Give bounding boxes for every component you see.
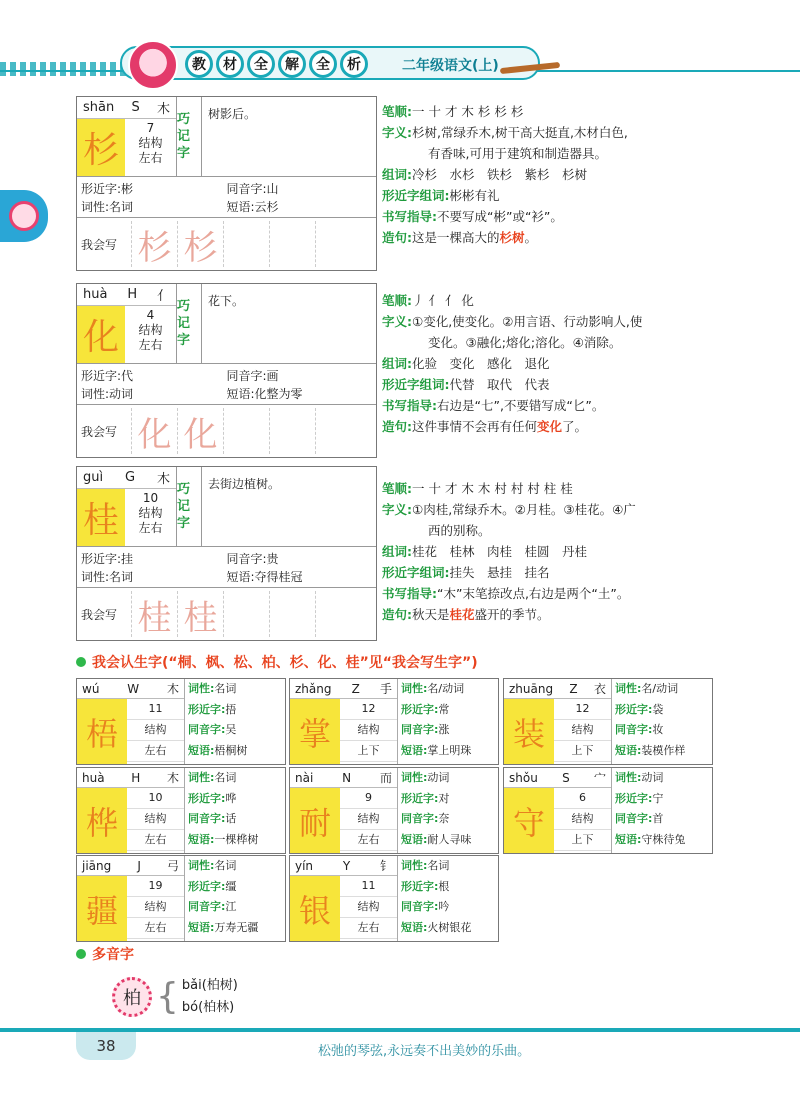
- structure-label: 结构: [340, 897, 397, 918]
- homophone: 同音字:山: [226, 181, 279, 196]
- section-recognize: [76, 652, 478, 672]
- structure-label: 结构: [138, 323, 163, 337]
- similar-row: 形近字:哗: [188, 791, 237, 805]
- big-char: 耐: [290, 788, 340, 853]
- practice-box[interactable]: [223, 408, 269, 454]
- practice-box[interactable]: [223, 591, 269, 637]
- structure: 上下: [340, 741, 397, 762]
- pos-row: 词性:名/动词: [615, 682, 679, 695]
- word-list: 组词:桂花 桂林 肉桂 桂圆 丹桂: [382, 544, 588, 559]
- big-char: 杉: [77, 119, 125, 176]
- big-char: 梧: [77, 699, 127, 764]
- page-header: [0, 40, 800, 95]
- example-sentence: 造句:秋天是桂花盛开的季节。: [382, 607, 550, 622]
- big-char: 疆: [77, 876, 127, 941]
- pinyin: huà: [83, 287, 108, 302]
- tip-text: 去街边植树。: [208, 477, 281, 491]
- tip-text: 树影后。: [208, 107, 257, 121]
- practice-row: [77, 218, 376, 270]
- title-char: 教: [185, 50, 213, 78]
- big-char: 桦: [77, 788, 127, 853]
- practice-box[interactable]: [269, 221, 315, 267]
- book-title: [185, 50, 368, 78]
- structure-label: 结构: [554, 720, 611, 741]
- structure: 左右: [127, 741, 184, 762]
- practice-char: 化: [131, 408, 177, 454]
- title-char: 全: [247, 50, 275, 78]
- similar-row: 形近字:袋: [615, 702, 664, 716]
- practice-char: 化: [177, 408, 223, 454]
- side-tab: [0, 190, 48, 242]
- grade-label: 二年级语文(上): [402, 58, 499, 74]
- radical: 木: [156, 472, 170, 487]
- pos-row: 词性:名词: [188, 682, 237, 695]
- big-char: 装: [504, 699, 554, 764]
- pinyin: jiāng: [82, 858, 112, 873]
- radical: 弓: [166, 859, 179, 873]
- char-card: [76, 466, 377, 641]
- radical: 亻: [156, 289, 170, 304]
- brace-icon: {: [156, 976, 179, 1017]
- small-char-card: [503, 678, 713, 765]
- writing-guide: 书写指导:不要写成“彬”或“衫”。: [382, 209, 563, 224]
- similar-row: 形近字:常: [401, 702, 450, 716]
- phrase-row: 短语:火树银花: [401, 920, 472, 934]
- bullet-icon: [76, 949, 86, 959]
- stroke-count: 6: [554, 788, 611, 809]
- stroke-count: 10: [142, 491, 159, 505]
- practice-char: 杉: [131, 221, 177, 267]
- structure-label: 结构: [127, 720, 184, 741]
- definition-block: [382, 101, 722, 248]
- structure: 左右: [127, 830, 184, 851]
- similar-row: 形近字:对: [401, 791, 450, 805]
- similar-row: 形近字:捂: [188, 702, 237, 716]
- initial: H: [127, 287, 138, 302]
- tip-text: 花下。: [208, 294, 245, 308]
- initial: Z: [569, 681, 578, 696]
- section-polyphone: [76, 944, 134, 964]
- structure: 左右: [127, 918, 184, 939]
- practice-box[interactable]: [223, 221, 269, 267]
- word-list: 组词:冷杉 水杉 铁杉 紫杉 杉树: [382, 167, 588, 182]
- structure-label: 结构: [127, 897, 184, 918]
- big-char: 银: [290, 876, 340, 941]
- part-of-speech: 词性:名词: [81, 569, 134, 584]
- definition-block: [382, 478, 722, 625]
- flower-badge: 柏: [112, 977, 152, 1017]
- bullet-icon: [76, 657, 86, 667]
- small-char-card: [503, 767, 713, 854]
- structure-label: 结构: [138, 506, 163, 520]
- structure: 左右: [340, 918, 397, 939]
- structure-label: 结构: [138, 136, 163, 150]
- meaning: 字义:①肉桂,常绿乔木。②月桂。③桂花。④广: [382, 502, 636, 517]
- practice-label: 我会写: [81, 607, 118, 622]
- initial: H: [131, 770, 141, 785]
- title-char: 材: [216, 50, 244, 78]
- practice-char: 杉: [177, 221, 223, 267]
- section-title: 多音字: [92, 947, 134, 963]
- meaning: 字义:杉树,常绿乔木,树干高大挺直,木材白色,: [382, 125, 628, 140]
- tip-label: 巧记字: [177, 467, 202, 546]
- page-number: 38: [76, 1032, 136, 1060]
- similar-char: 形近字:彬: [81, 181, 134, 196]
- practice-box[interactable]: [269, 591, 315, 637]
- similar-words: 形近字组词:挂失 悬挂 挂名: [382, 565, 550, 580]
- phrase-row: 短语:万寿无疆: [188, 920, 259, 934]
- footer-motto: 松弛的琴弦,永远奏不出美妙的乐曲。: [318, 1044, 531, 1059]
- pronunciation: bó(柏林): [181, 1000, 235, 1015]
- pinyin: nài: [295, 770, 314, 785]
- title-char: 解: [278, 50, 306, 78]
- pinyin: huà: [82, 770, 105, 785]
- homophone-row: 同音字:首: [615, 812, 664, 825]
- pos-row: 词性:名/动词: [401, 682, 465, 695]
- structure: 左右: [138, 338, 163, 352]
- pinyin: shǒu: [509, 770, 538, 785]
- radical: 木: [156, 102, 170, 117]
- stroke-count: 11: [340, 876, 397, 897]
- pinyin: guì: [83, 470, 104, 485]
- definition-block: [382, 290, 722, 437]
- phrase-row: 短语:一棵桦树: [188, 832, 259, 846]
- small-char-card: [289, 767, 499, 854]
- radical: 手: [379, 682, 392, 696]
- phrase-row: 短语:掌上明珠: [401, 743, 472, 757]
- practice-label: 我会写: [81, 424, 118, 439]
- homophone-row: 同音字:吴: [188, 723, 237, 736]
- phrase-row: 短语:梧桐树: [188, 743, 248, 757]
- big-char: 桂: [77, 489, 125, 546]
- small-char-card: [76, 767, 286, 854]
- similar-row: 形近字:根: [401, 879, 450, 893]
- pinyin-row: [77, 467, 176, 489]
- big-char: 掌: [290, 699, 340, 764]
- char-card: [76, 96, 377, 271]
- radical: 宀: [593, 771, 606, 785]
- radical: 而: [379, 771, 392, 785]
- structure-label: 结构: [127, 809, 184, 830]
- part-of-speech: 词性:名词: [81, 199, 134, 214]
- meaning-cont: 有香味,可用于建筑和制造器具。: [428, 146, 607, 161]
- structure: 左右: [138, 151, 163, 165]
- pos-row: 词性:名词: [188, 859, 237, 872]
- part-of-speech: 词性:动词: [81, 386, 134, 401]
- structure: 上下: [554, 741, 611, 762]
- stroke-count: 4: [146, 308, 155, 322]
- section-title: 我会认生字(“桐、枫、松、柏、杉、化、桂”见“我会写生字”): [92, 655, 478, 671]
- homophone: 同音字:贵: [226, 551, 279, 566]
- polyphone-item: [112, 975, 238, 1019]
- initial: G: [125, 470, 136, 485]
- homophone-row: 同音字:涨: [401, 723, 450, 736]
- structure-label: 结构: [554, 809, 611, 830]
- structure: 上下: [554, 830, 611, 851]
- practice-box[interactable]: [315, 221, 361, 267]
- example-sentence: 造句:这是一棵高大的杉树。: [382, 230, 538, 245]
- writing-guide: 书写指导:“木”末笔捺改点,右边是两个“土”。: [382, 586, 630, 601]
- homophone: 同音字:画: [226, 368, 279, 383]
- radical: 衣: [593, 682, 606, 696]
- phrase-row: 短语:装模作样: [615, 743, 686, 757]
- practice-label: 我会写: [81, 237, 118, 252]
- meaning-cont: 变化。③融化;熔化;溶化。④消除。: [428, 335, 622, 350]
- initial: S: [131, 100, 140, 115]
- homophone-row: 同音字:江: [188, 900, 237, 913]
- title-char: 全: [309, 50, 337, 78]
- practice-row: [77, 405, 376, 457]
- initial: J: [137, 858, 141, 873]
- homophone-row: 同音字:吟: [401, 900, 450, 913]
- stroke-count: 12: [554, 699, 611, 720]
- similar-words: 形近字组词:代替 取代 代表: [382, 377, 550, 392]
- char-card: [76, 283, 377, 458]
- phrase: 短语:云杉: [226, 199, 279, 214]
- homophone-row: 同音字:奈: [401, 812, 450, 825]
- small-char-card: [289, 678, 499, 765]
- similar-char: 形近字:挂: [81, 551, 134, 566]
- stroke-count: 10: [127, 788, 184, 809]
- small-char-card: [76, 678, 286, 765]
- stroke-count: 9: [340, 788, 397, 809]
- phrase: 短语:化整为零: [226, 386, 303, 401]
- radical: 木: [166, 682, 179, 696]
- structure-label: 结构: [340, 809, 397, 830]
- pinyin: wú: [82, 681, 100, 696]
- practice-char: 桂: [131, 591, 177, 637]
- tip-label: 巧记字: [177, 97, 202, 176]
- radical: 钅: [379, 859, 392, 873]
- similar-row: 形近字:缰: [188, 879, 237, 893]
- initial: N: [342, 770, 352, 785]
- stroke-count: 19: [127, 876, 184, 897]
- small-char-card: [289, 855, 499, 942]
- title-char: 析: [340, 50, 368, 78]
- practice-row: [77, 588, 376, 640]
- pinyin: shān: [83, 100, 115, 115]
- cat-face-icon: [9, 201, 39, 231]
- similar-words: 形近字组词:彬彬有礼: [382, 188, 500, 203]
- initial: Y: [342, 858, 351, 873]
- similar-row: 形近字:宁: [615, 791, 664, 805]
- stroke-count: 11: [127, 699, 184, 720]
- pinyin-row: [77, 97, 176, 119]
- example-sentence: 造句:这件事情不会再有任何变化了。: [382, 419, 588, 434]
- big-char: 化: [77, 306, 125, 363]
- stroke-order: 笔顺:丿 亻 亻 化: [382, 293, 474, 308]
- similar-char: 形近字:代: [81, 368, 134, 383]
- initial: Z: [351, 681, 360, 696]
- structure: 左右: [138, 521, 163, 535]
- practice-char: 桂: [177, 591, 223, 637]
- structure-label: 结构: [340, 720, 397, 741]
- stroke-order: 笔顺:一 十 才 木 杉 杉 杉: [382, 104, 524, 119]
- pinyin: yín: [295, 858, 314, 873]
- writing-guide: 书写指导:右边是“七”,不要错写成“匕”。: [382, 398, 605, 413]
- phrase-row: 短语:守株待兔: [615, 832, 686, 846]
- initial: S: [562, 770, 570, 785]
- pronunciations: [182, 975, 238, 1019]
- pos-row: 词性:名词: [401, 859, 450, 872]
- mascot-icon: [128, 40, 178, 90]
- word-list: 组词:化验 变化 感化 退化: [382, 356, 550, 371]
- big-char: 守: [504, 788, 554, 853]
- phrase: 短语:夺得桂冠: [226, 569, 303, 584]
- meaning: 字义:①变化,使变化。②用言语、行动影响人,使: [382, 314, 643, 329]
- meaning-cont: 西的别称。: [428, 523, 491, 538]
- stroke-count: 12: [340, 699, 397, 720]
- tip-label: 巧记字: [177, 284, 202, 363]
- pos-row: 词性:动词: [615, 771, 664, 784]
- practice-box[interactable]: [315, 408, 361, 454]
- phrase-row: 短语:耐人寻味: [401, 832, 472, 846]
- pronunciation: bǎi(柏树): [181, 978, 238, 993]
- small-char-card: [76, 855, 286, 942]
- practice-box[interactable]: [269, 408, 315, 454]
- pinyin: zhuāng: [509, 681, 554, 696]
- homophone-row: 同音字:话: [188, 812, 237, 825]
- pos-row: 词性:名词: [188, 771, 237, 784]
- homophone-row: 同音字:妆: [615, 723, 664, 736]
- stroke-count: 7: [146, 121, 155, 135]
- pinyin: zhǎng: [295, 681, 332, 696]
- pos-row: 词性:动词: [401, 771, 450, 784]
- pinyin-row: [77, 284, 176, 306]
- practice-box[interactable]: [315, 591, 361, 637]
- structure: 左右: [340, 830, 397, 851]
- radical: 木: [166, 771, 179, 785]
- stroke-order: 笔顺:一 十 才 木 木 村 村 村 柱 桂: [382, 481, 573, 496]
- initial: W: [127, 681, 140, 696]
